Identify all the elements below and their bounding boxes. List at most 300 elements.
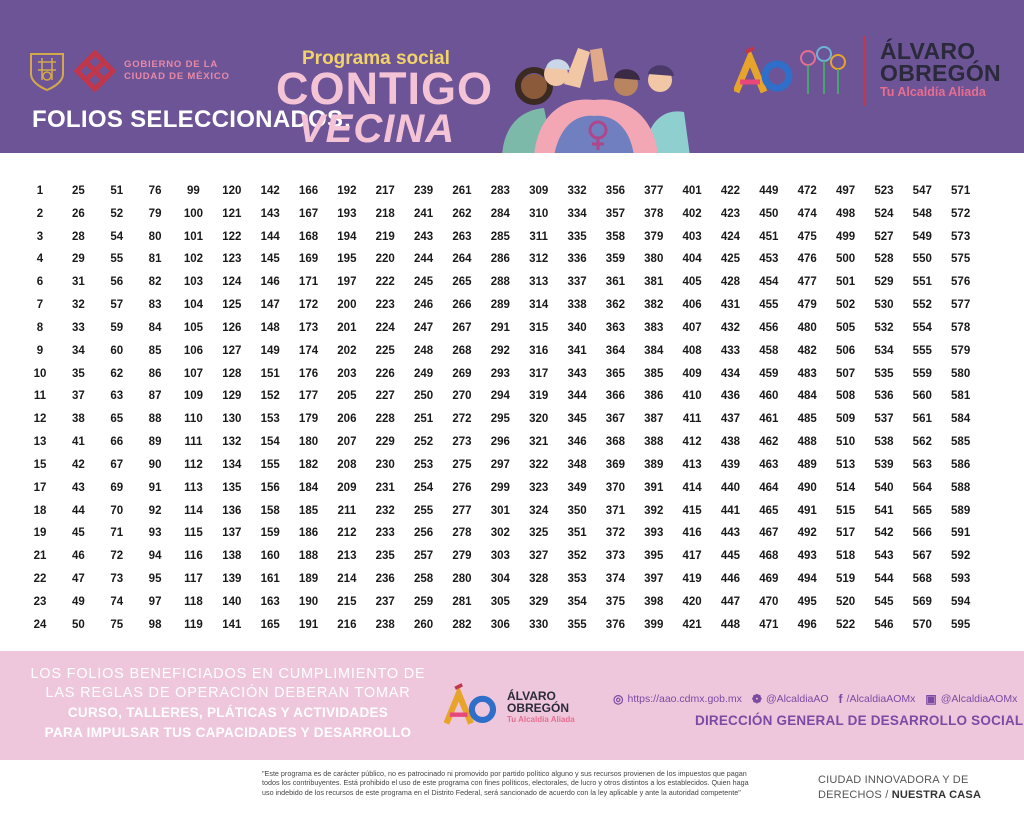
folio-cell: 589 bbox=[951, 504, 971, 517]
folio-cell: 515 bbox=[835, 504, 856, 517]
instagram-link[interactable] bbox=[925, 692, 1017, 706]
folio-cell: 243 bbox=[414, 230, 434, 243]
folio-cell: 145 bbox=[260, 253, 280, 266]
folio-cell: 448 bbox=[720, 618, 741, 631]
folio-cell: 340 bbox=[567, 321, 587, 334]
table-row bbox=[28, 271, 988, 294]
folio-cell: 86 bbox=[148, 367, 162, 380]
folio-cell: 270 bbox=[452, 390, 472, 403]
table-row bbox=[28, 180, 988, 203]
folio-cell: 346 bbox=[567, 436, 587, 449]
folio-cell: 89 bbox=[148, 436, 162, 449]
folio-cell: 25 bbox=[71, 185, 85, 197]
alcaldia-name-footer bbox=[507, 691, 569, 714]
folio-cell: 224 bbox=[375, 321, 395, 334]
folio-cell: 295 bbox=[490, 413, 510, 426]
folio-cell: 580 bbox=[951, 367, 971, 380]
notice-line-1: LOS FOLIOS BENEFICIADOS EN CUMPLIMIENTO DE bbox=[30, 666, 426, 682]
folio-cell: 97 bbox=[148, 595, 162, 608]
folio-cell: 507 bbox=[835, 367, 856, 380]
table-row bbox=[28, 568, 988, 591]
folio-cell: 472 bbox=[797, 185, 817, 197]
folio-cell: 194 bbox=[337, 230, 357, 243]
website-link[interactable] bbox=[613, 692, 742, 706]
folio-cell: 375 bbox=[605, 595, 625, 608]
folio-cell: 544 bbox=[874, 573, 894, 586]
folio-cell: 232 bbox=[375, 504, 395, 517]
folio-cell: 104 bbox=[183, 299, 204, 312]
gov-line-2: CIUDAD DE MÉXICO bbox=[124, 71, 230, 82]
folio-cell: 37 bbox=[71, 390, 85, 403]
folio-cell: 1 bbox=[36, 185, 44, 197]
folio-cell: 367 bbox=[605, 413, 625, 426]
folio-cell: 276 bbox=[452, 481, 472, 494]
table-row bbox=[28, 385, 988, 408]
folio-cell: 153 bbox=[260, 413, 280, 426]
folio-cell: 226 bbox=[375, 367, 395, 380]
folio-cell: 136 bbox=[222, 504, 242, 517]
folio-cell: 179 bbox=[298, 413, 319, 426]
folio-cell: 496 bbox=[797, 618, 817, 631]
folio-cell: 322 bbox=[529, 458, 549, 471]
folio-cell: 218 bbox=[375, 207, 395, 220]
folio-cell: 172 bbox=[298, 299, 319, 312]
folio-cell: 436 bbox=[720, 390, 741, 403]
folio-cell: 88 bbox=[148, 413, 162, 426]
city-slogan bbox=[818, 773, 981, 803]
folio-cell: 33 bbox=[71, 321, 85, 334]
flowers-decoration-icon bbox=[796, 44, 848, 96]
folio-cell: 193 bbox=[337, 207, 357, 220]
folio-cell: 336 bbox=[567, 253, 587, 266]
table-row bbox=[28, 591, 988, 614]
folio-cell: 123 bbox=[222, 253, 242, 266]
folio-cell: 29 bbox=[71, 253, 85, 266]
folio-cell: 159 bbox=[260, 527, 280, 540]
folio-cell: 285 bbox=[490, 230, 510, 243]
folios-table bbox=[28, 180, 988, 637]
twitter-text: @AlcaldiaAO bbox=[765, 693, 829, 705]
folio-cell: 588 bbox=[951, 481, 971, 494]
instagram-icon: ▣ bbox=[925, 692, 937, 706]
folio-cell: 171 bbox=[298, 276, 319, 289]
table-row bbox=[28, 522, 988, 545]
folio-cell: 489 bbox=[797, 458, 817, 471]
folio-cell: 279 bbox=[452, 550, 472, 563]
folio-cell: 272 bbox=[452, 413, 472, 426]
folio-cell: 538 bbox=[874, 436, 894, 449]
folio-cell: 301 bbox=[490, 504, 510, 517]
folio-cell: 359 bbox=[605, 253, 625, 266]
folio-cell: 579 bbox=[951, 344, 971, 357]
folio-cell: 433 bbox=[720, 344, 741, 357]
folio-cell: 398 bbox=[644, 595, 664, 608]
folio-cell: 3 bbox=[36, 230, 44, 243]
folio-cell: 248 bbox=[414, 344, 434, 357]
folio-cell: 369 bbox=[605, 458, 625, 471]
folio-cell: 269 bbox=[452, 367, 472, 380]
folio-cell: 415 bbox=[682, 504, 702, 517]
folio-cell: 139 bbox=[222, 573, 242, 586]
folio-cell: 259 bbox=[414, 595, 434, 608]
folio-cell: 468 bbox=[759, 550, 779, 563]
folio-cell: 291 bbox=[490, 321, 510, 334]
folio-cell: 112 bbox=[184, 458, 203, 471]
table-row bbox=[28, 340, 988, 363]
folio-cell: 480 bbox=[797, 321, 817, 334]
folio-cell: 62 bbox=[110, 367, 124, 380]
folio-cell: 41 bbox=[71, 436, 85, 449]
folio-cell: 113 bbox=[184, 481, 203, 494]
folio-cell: 541 bbox=[874, 504, 894, 517]
table-row bbox=[28, 431, 988, 454]
folio-cell: 454 bbox=[759, 276, 779, 289]
folio-cell: 168 bbox=[298, 230, 319, 243]
folio-cell: 401 bbox=[682, 185, 702, 197]
folio-cell: 129 bbox=[222, 390, 242, 403]
folio-cell: 482 bbox=[797, 344, 817, 357]
folio-cell: 305 bbox=[490, 595, 510, 608]
website-text: https://aao.cdmx.gob.mx bbox=[627, 693, 742, 705]
folio-cell: 216 bbox=[337, 618, 357, 631]
cdmx-flower-mark-icon bbox=[74, 50, 116, 92]
folio-cell: 389 bbox=[644, 458, 664, 471]
folio-cell: 493 bbox=[797, 550, 817, 563]
table-row bbox=[28, 294, 988, 317]
folio-cell: 56 bbox=[110, 276, 124, 289]
folio-cell: 95 bbox=[148, 573, 162, 586]
folio-cell: 306 bbox=[490, 618, 510, 631]
folio-cell: 523 bbox=[874, 185, 894, 197]
folio-cell: 502 bbox=[835, 299, 856, 312]
folio-cell: 205 bbox=[337, 390, 357, 403]
folio-cell: 163 bbox=[260, 595, 280, 608]
folio-cell: 517 bbox=[835, 527, 856, 540]
footer-band bbox=[0, 651, 1024, 760]
direccion-general: DIRECCIÓN GENERAL DE DESARROLLO SOCIAL bbox=[695, 713, 1024, 728]
folio-cell: 264 bbox=[452, 253, 472, 266]
folio-cell: 228 bbox=[375, 413, 395, 426]
folio-cell: 273 bbox=[452, 436, 472, 449]
folio-cell: 591 bbox=[951, 527, 971, 540]
folio-cell: 109 bbox=[183, 390, 204, 403]
folio-cell: 83 bbox=[148, 299, 162, 312]
folio-cell: 569 bbox=[912, 595, 932, 608]
table-row bbox=[28, 226, 988, 249]
folio-cell: 92 bbox=[148, 504, 162, 517]
folio-cell: 2 bbox=[36, 207, 44, 220]
program-label: Programa social bbox=[302, 48, 450, 69]
folio-cell: 393 bbox=[644, 527, 664, 540]
folio-cell: 107 bbox=[183, 367, 204, 380]
folio-cell: 124 bbox=[222, 276, 242, 289]
folio-cell: 173 bbox=[298, 321, 319, 334]
folio-cell: 550 bbox=[912, 253, 932, 266]
folio-cell: 154 bbox=[260, 436, 280, 449]
table-row bbox=[28, 477, 988, 500]
folio-cell: 141 bbox=[222, 618, 242, 631]
folio-cell: 479 bbox=[797, 299, 817, 312]
folio-cell: 567 bbox=[912, 550, 932, 563]
folio-cell: 200 bbox=[337, 299, 357, 312]
folio-cell: 125 bbox=[222, 299, 242, 312]
folio-cell: 137 bbox=[222, 527, 242, 540]
folio-cell: 245 bbox=[414, 276, 434, 289]
folio-cell: 32 bbox=[71, 299, 85, 312]
folio-cell: 458 bbox=[759, 344, 779, 357]
folio-cell: 376 bbox=[605, 618, 625, 631]
folio-cell: 463 bbox=[759, 458, 779, 471]
folio-cell: 82 bbox=[148, 276, 162, 289]
folio-cell: 317 bbox=[529, 367, 549, 380]
folio-cell: 237 bbox=[375, 595, 395, 608]
alcaldia-ao-logo-footer-icon bbox=[444, 683, 498, 727]
folio-cell: 148 bbox=[260, 321, 280, 334]
folio-cell: 422 bbox=[720, 185, 741, 197]
legal-disclaimer: "Este programa es de carácter público, no es patrocinado ni promovido por partido político alguno y sus recursos provienen de los impuestos que pagan todos los contribuyentes. Está prohibido el uso de este programa con fines políticos, electorales, de lucro y otros distintos a los establecidos. Quien haga uso indebido de los recursos de este programa en el Distrito Federal, será sancionado de acuerdo con la ley aplicable y ante la autoridad competente" bbox=[262, 769, 749, 797]
folio-cell: 518 bbox=[835, 550, 856, 563]
folio-cell: 337 bbox=[567, 276, 587, 289]
folio-cell: 576 bbox=[951, 276, 971, 289]
folio-cell: 102 bbox=[183, 253, 204, 266]
folio-cell: 313 bbox=[529, 276, 549, 289]
folio-cell: 85 bbox=[148, 344, 162, 357]
folio-cell: 43 bbox=[71, 481, 85, 494]
folio-cell: 140 bbox=[222, 595, 242, 608]
folio-cell: 399 bbox=[644, 618, 664, 631]
folio-cell: 66 bbox=[110, 436, 124, 449]
folio-cell: 432 bbox=[720, 321, 741, 334]
folio-cell: 69 bbox=[110, 481, 124, 494]
folio-cell: 362 bbox=[605, 299, 625, 312]
folio-cell: 357 bbox=[605, 207, 625, 220]
folio-cell: 117 bbox=[184, 573, 203, 586]
folio-cell: 265 bbox=[452, 276, 472, 289]
folio-cell: 460 bbox=[759, 390, 779, 403]
folio-cell: 535 bbox=[874, 367, 894, 380]
folio-cell: 236 bbox=[375, 573, 395, 586]
folio-cell: 211 bbox=[337, 504, 357, 517]
folio-cell: 192 bbox=[337, 185, 357, 197]
folio-cell: 74 bbox=[110, 595, 124, 608]
folio-cell: 191 bbox=[298, 618, 319, 631]
folio-cell: 329 bbox=[529, 595, 549, 608]
cdmx-government-text bbox=[124, 59, 230, 83]
folio-cell: 592 bbox=[951, 550, 971, 563]
folio-cell: 571 bbox=[951, 185, 971, 197]
folio-cell: 231 bbox=[375, 481, 395, 494]
folio-cell: 513 bbox=[835, 458, 856, 471]
folio-cell: 461 bbox=[759, 413, 779, 426]
folio-cell: 281 bbox=[452, 595, 472, 608]
folio-cell: 177 bbox=[298, 390, 319, 403]
folio-cell: 275 bbox=[452, 458, 472, 471]
folio-cell: 564 bbox=[912, 481, 932, 494]
folio-cell: 209 bbox=[337, 481, 357, 494]
facebook-link[interactable] bbox=[839, 692, 916, 706]
folio-cell: 522 bbox=[835, 618, 856, 631]
folio-cell: 335 bbox=[567, 230, 587, 243]
folio-cell: 405 bbox=[682, 276, 702, 289]
folio-cell: 254 bbox=[414, 481, 434, 494]
folio-cell: 12 bbox=[33, 413, 47, 426]
folio-cell: 299 bbox=[490, 481, 510, 494]
folio-cell: 128 bbox=[222, 367, 242, 380]
folio-cell: 244 bbox=[414, 253, 434, 266]
folio-cell: 266 bbox=[452, 299, 472, 312]
folio-cell: 11 bbox=[33, 390, 47, 403]
folio-cell: 328 bbox=[529, 573, 549, 586]
folio-cell: 288 bbox=[490, 276, 510, 289]
cdmx-coat-of-arms-icon bbox=[28, 50, 66, 92]
slogan-nuestra-casa: NUESTRA CASA bbox=[891, 789, 982, 801]
folio-cell: 471 bbox=[759, 618, 779, 631]
folio-cell: 470 bbox=[759, 595, 779, 608]
folio-cell: 332 bbox=[567, 185, 587, 197]
folio-cell: 103 bbox=[183, 276, 204, 289]
folio-cell: 594 bbox=[951, 595, 971, 608]
folio-cell: 453 bbox=[759, 253, 779, 266]
folio-cell: 65 bbox=[110, 413, 124, 426]
folio-cell: 417 bbox=[682, 550, 702, 563]
folio-cell: 67 bbox=[110, 458, 124, 471]
folio-cell: 456 bbox=[759, 321, 779, 334]
table-row bbox=[28, 545, 988, 568]
folio-cell: 161 bbox=[260, 573, 280, 586]
folio-cell: 19 bbox=[33, 527, 47, 540]
folio-cell: 586 bbox=[951, 458, 971, 471]
folio-cell: 127 bbox=[222, 344, 242, 357]
folio-cell: 377 bbox=[644, 185, 664, 197]
folio-cell: 555 bbox=[912, 344, 932, 357]
folio-cell: 152 bbox=[260, 390, 280, 403]
folio-cell: 186 bbox=[298, 527, 319, 540]
twitter-link[interactable] bbox=[752, 692, 829, 706]
facebook-text: /AlcaldiaAOMx bbox=[846, 693, 916, 705]
folio-cell: 593 bbox=[951, 573, 971, 586]
folio-cell: 559 bbox=[912, 367, 932, 380]
folio-cell: 73 bbox=[110, 573, 124, 586]
header-banner bbox=[0, 0, 1024, 153]
folio-cell: 434 bbox=[720, 367, 741, 380]
folio-cell: 383 bbox=[644, 321, 664, 334]
folio-cell: 566 bbox=[912, 527, 932, 540]
table-row bbox=[28, 248, 988, 271]
folio-cell: 45 bbox=[71, 527, 85, 540]
folio-cell: 156 bbox=[260, 481, 280, 494]
folio-cell: 568 bbox=[912, 573, 932, 586]
folio-cell: 510 bbox=[835, 436, 856, 449]
folio-cell: 255 bbox=[414, 504, 434, 517]
folio-cell: 286 bbox=[490, 253, 510, 266]
folio-cell: 146 bbox=[260, 276, 280, 289]
folio-cell: 545 bbox=[874, 595, 894, 608]
folio-cell: 356 bbox=[605, 185, 625, 197]
folio-cell: 80 bbox=[148, 230, 162, 243]
twitter-icon: ❁ bbox=[751, 692, 762, 706]
folio-cell: 450 bbox=[759, 207, 779, 220]
folio-cell: 292 bbox=[490, 344, 510, 357]
table-row bbox=[28, 363, 988, 386]
folio-cell: 93 bbox=[148, 527, 162, 540]
folio-cell: 319 bbox=[529, 390, 549, 403]
folio-cell: 416 bbox=[682, 527, 702, 540]
folio-cell: 497 bbox=[835, 185, 856, 197]
folio-cell: 155 bbox=[260, 458, 280, 471]
social-links bbox=[613, 692, 1017, 706]
folio-cell: 26 bbox=[71, 207, 85, 220]
folio-cell: 293 bbox=[490, 367, 510, 380]
folio-cell: 372 bbox=[605, 527, 625, 540]
folio-cell: 142 bbox=[260, 185, 280, 197]
folio-cell: 584 bbox=[951, 413, 971, 426]
folio-cell: 222 bbox=[375, 276, 395, 289]
folio-cell: 79 bbox=[148, 207, 162, 220]
folio-cell: 239 bbox=[414, 185, 434, 197]
women-group-hug-illustration bbox=[494, 44, 690, 153]
folio-cell: 51 bbox=[110, 185, 124, 197]
folio-cell: 98 bbox=[148, 618, 162, 631]
folio-cell: 578 bbox=[951, 321, 971, 334]
folio-cell: 59 bbox=[110, 321, 124, 334]
alcaldia-name bbox=[880, 40, 1001, 84]
folio-cell: 338 bbox=[567, 299, 587, 312]
folio-cell: 501 bbox=[835, 276, 856, 289]
folio-cell: 392 bbox=[644, 504, 664, 517]
folio-cell: 350 bbox=[567, 504, 587, 517]
folio-cell: 488 bbox=[797, 436, 817, 449]
folio-cell: 206 bbox=[337, 413, 357, 426]
folio-cell: 201 bbox=[337, 321, 357, 334]
notice-line-4: PARA IMPULSAR TUS CAPACIDADES Y DESARROLLO bbox=[44, 725, 412, 740]
folio-cell: 47 bbox=[71, 573, 85, 586]
folio-cell: 419 bbox=[682, 573, 702, 586]
table-row bbox=[28, 500, 988, 523]
folio-cell: 309 bbox=[529, 185, 549, 197]
folio-cell: 110 bbox=[184, 413, 203, 426]
folio-cell: 160 bbox=[260, 550, 280, 563]
folio-cell: 406 bbox=[682, 299, 702, 312]
folio-cell: 121 bbox=[222, 207, 242, 220]
folio-cell: 214 bbox=[337, 573, 357, 586]
folio-cell: 387 bbox=[644, 413, 664, 426]
folio-cell: 294 bbox=[490, 390, 510, 403]
folio-cell: 385 bbox=[644, 367, 664, 380]
folio-cell: 534 bbox=[874, 344, 894, 357]
folio-cell: 260 bbox=[414, 618, 434, 631]
folio-cell: 498 bbox=[835, 207, 856, 220]
folio-cell: 348 bbox=[567, 458, 587, 471]
folio-cell: 261 bbox=[452, 185, 472, 197]
folio-cell: 120 bbox=[222, 185, 242, 197]
folio-cell: 570 bbox=[912, 618, 932, 631]
alcaldia-footer-line-1: ÁLVARO bbox=[507, 689, 556, 703]
folio-cell: 188 bbox=[298, 550, 319, 563]
folio-cell: 407 bbox=[682, 321, 702, 334]
folio-cell: 366 bbox=[605, 390, 625, 403]
folio-cell: 381 bbox=[644, 276, 664, 289]
folio-cell: 484 bbox=[797, 390, 817, 403]
folio-cell: 449 bbox=[759, 185, 779, 197]
folio-cell: 352 bbox=[567, 550, 587, 563]
folio-cell: 464 bbox=[759, 481, 779, 494]
slogan-derechos: DERECHOS / bbox=[818, 789, 892, 801]
folio-cell: 76 bbox=[148, 185, 162, 197]
folio-cell: 310 bbox=[529, 207, 549, 220]
folio-cell: 446 bbox=[720, 573, 741, 586]
folio-cell: 71 bbox=[110, 527, 124, 540]
folio-cell: 528 bbox=[874, 253, 894, 266]
